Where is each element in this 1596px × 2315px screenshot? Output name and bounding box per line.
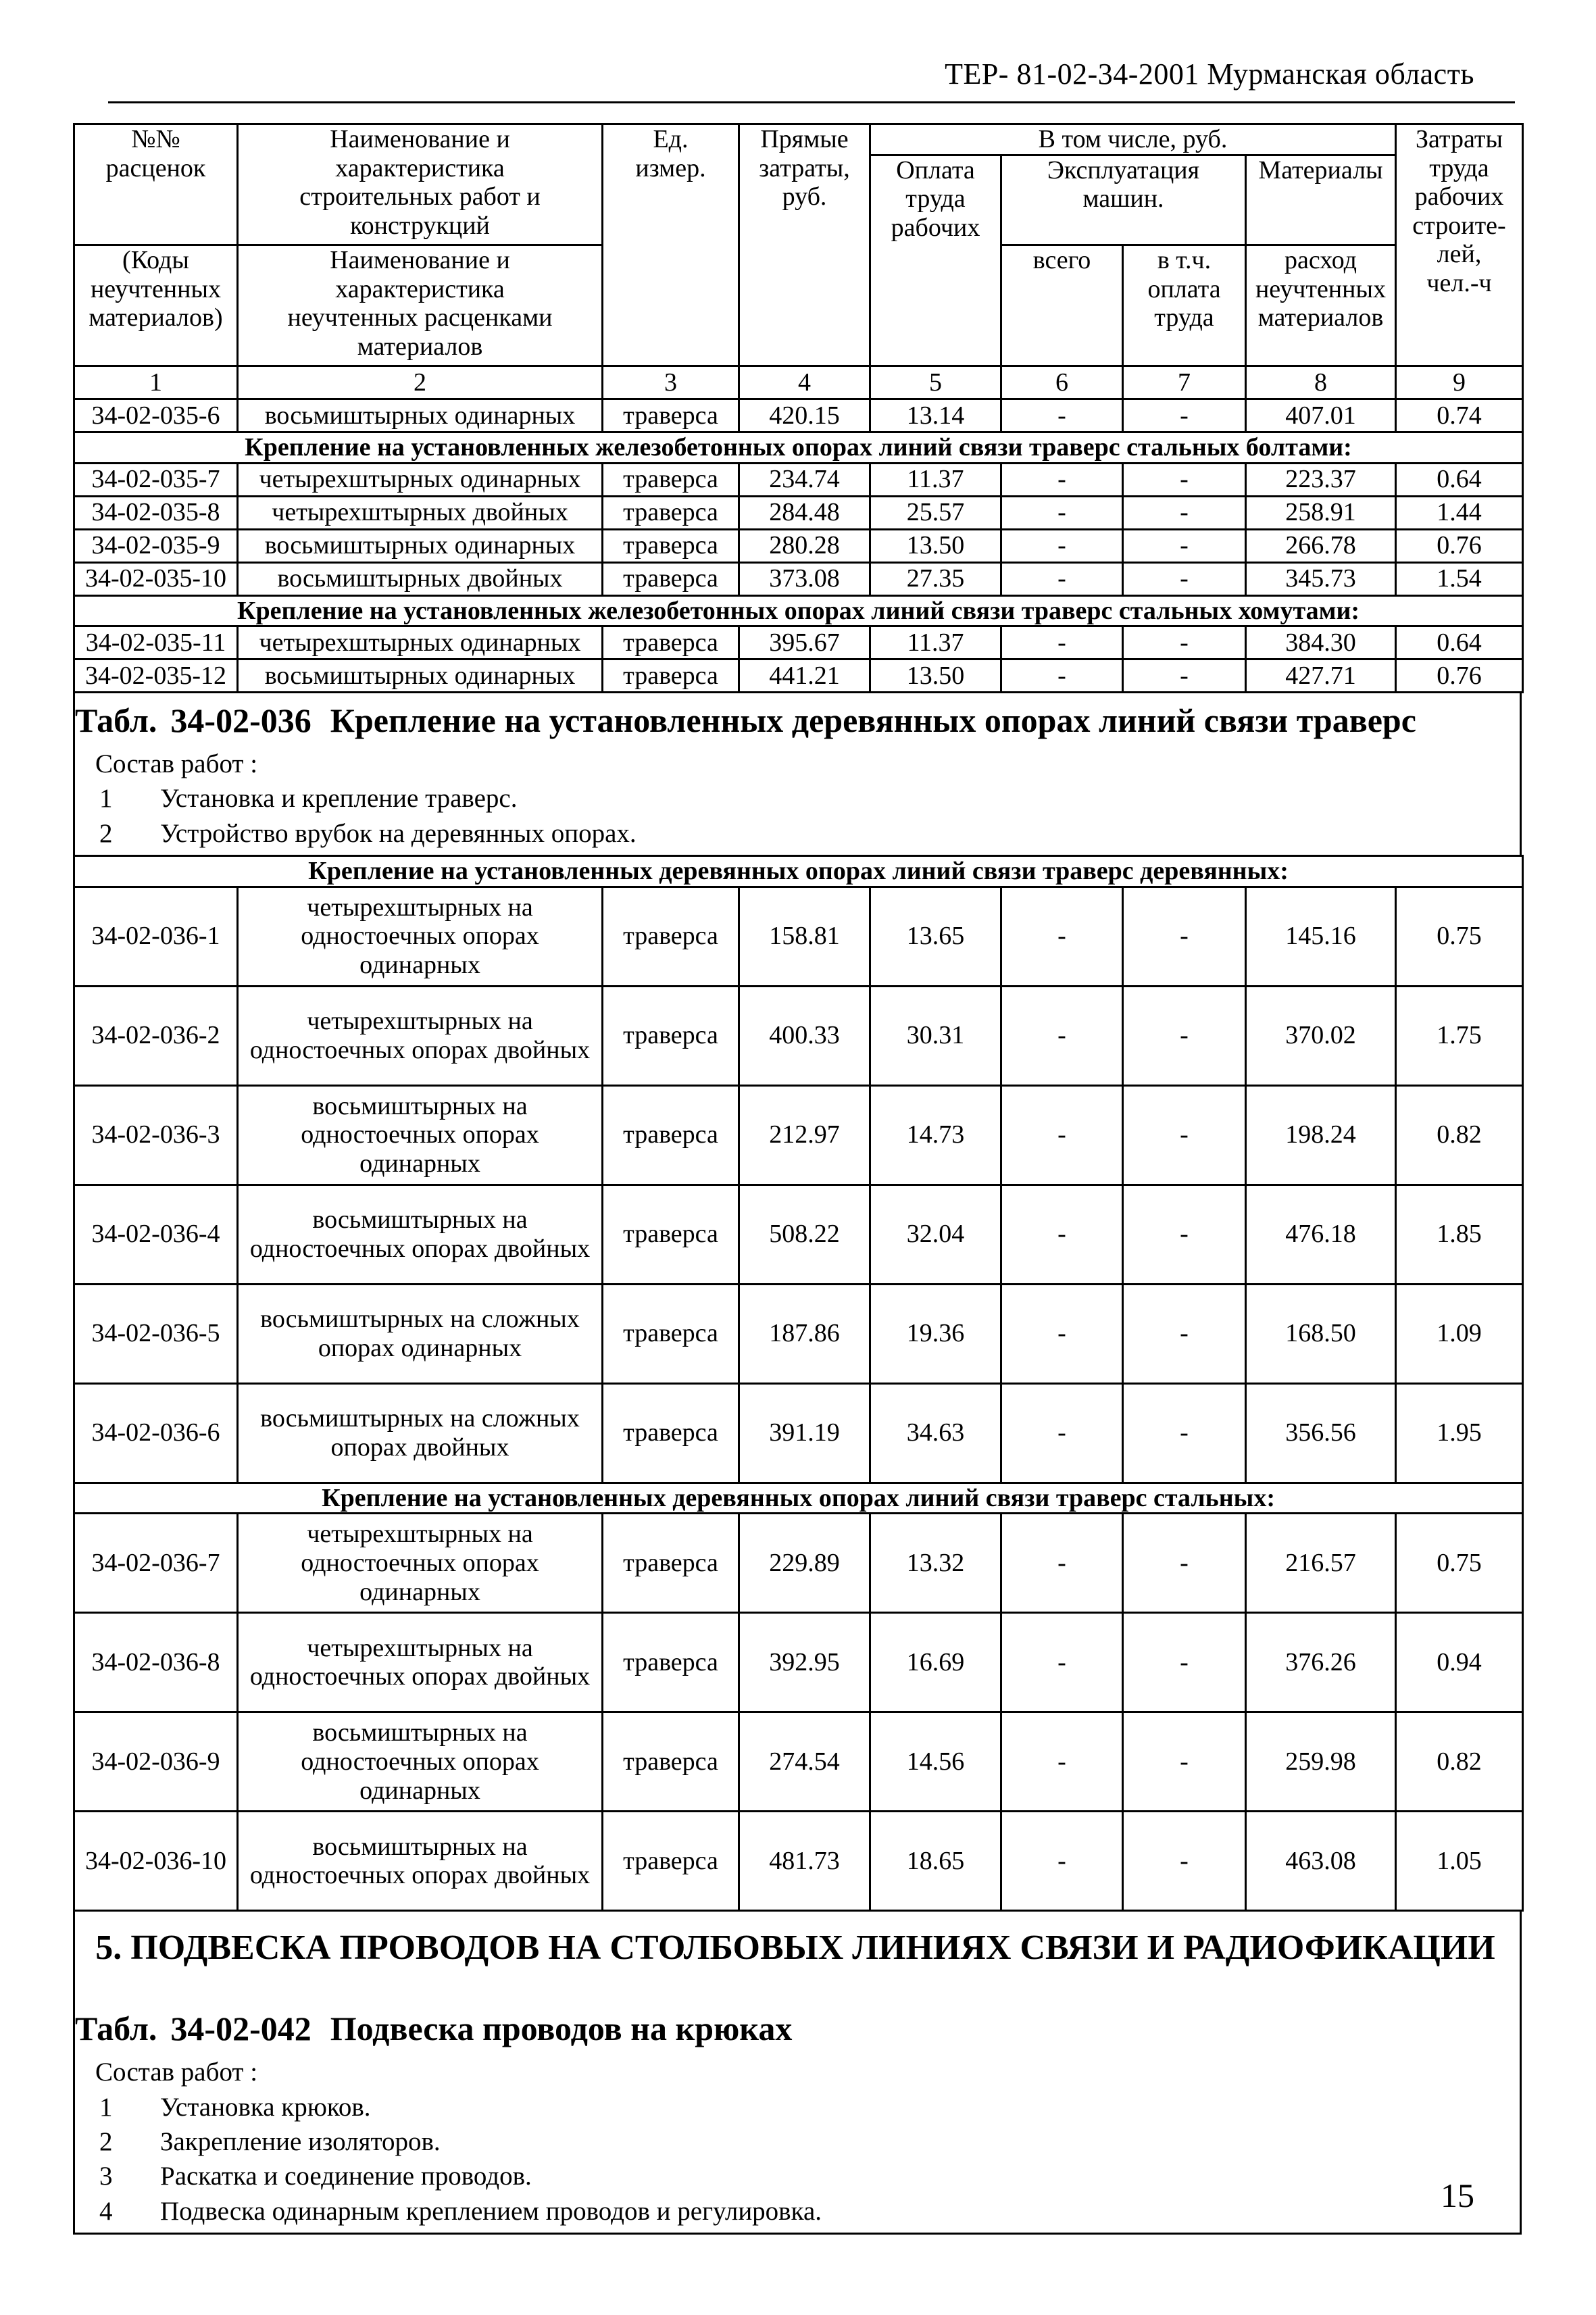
labor-hours: 0.74 (1396, 399, 1523, 432)
tabl-036-block (73, 693, 1522, 857)
direct-costs: 212.97 (739, 1085, 870, 1185)
unit: траверса (603, 1712, 739, 1812)
machine-costs: - (1001, 887, 1123, 986)
column-number: 5 (870, 366, 1001, 399)
rate-code: 34-02-036-5 (74, 1284, 238, 1383)
machine-costs: - (1001, 1812, 1123, 1911)
rate-code: 34-02-036-8 (74, 1613, 238, 1712)
machine-wage-costs: - (1123, 1514, 1246, 1613)
section-heading: Крепление на установленных деревянных опорах линий связи траверс деревянных: (74, 856, 1523, 887)
direct-costs: 392.95 (739, 1613, 870, 1712)
machine-costs: - (1001, 1712, 1123, 1812)
labor-hours: 0.75 (1396, 1514, 1523, 1613)
direct-costs: 400.33 (739, 986, 870, 1085)
machine-costs: - (1001, 529, 1123, 562)
col-labor-header: Затраты труда рабочих строите- лей, чел.-ч (1396, 124, 1523, 366)
machine-costs: - (1001, 1284, 1123, 1383)
section-heading-row (74, 595, 1523, 626)
col-materials-subheader: расход неучтенных материалов (1246, 245, 1396, 366)
labor-hours: 0.64 (1396, 626, 1523, 659)
section-heading-row (74, 856, 1523, 887)
section-heading: Крепление на установленных железобетонных опорах линий связи траверс стальных болтами: (74, 432, 1523, 464)
machine-costs: - (1001, 1613, 1123, 1712)
material-costs: 223.37 (1246, 463, 1396, 496)
col-unit-header: Ед. измер. (603, 124, 739, 366)
labor-hours: 1.95 (1396, 1383, 1523, 1483)
table-row (74, 496, 1523, 529)
wage-costs: 18.65 (870, 1812, 1001, 1911)
work-name: восьмиштырных на одностоечных опорах одинарных (238, 1085, 603, 1185)
table-row (74, 1383, 1523, 1483)
labor-hours: 0.82 (1396, 1085, 1523, 1185)
unit: траверса (603, 1613, 739, 1712)
labor-hours: 0.64 (1396, 463, 1523, 496)
wage-costs: 30.31 (870, 986, 1001, 1085)
tabl-036-title (75, 701, 1516, 741)
work-name: четырехштырных на одностоечных опорах двойных (238, 1613, 603, 1712)
direct-costs: 508.22 (739, 1185, 870, 1284)
direct-costs: 284.48 (739, 496, 870, 529)
table-row (74, 986, 1523, 1085)
machine-wage-costs: - (1123, 496, 1246, 529)
unit: траверса (603, 529, 739, 562)
work-item-text: Раскатка и соединение проводов. (160, 2162, 532, 2191)
tabl-number: 34-02-042 (170, 2010, 311, 2048)
page-content (73, 123, 1522, 2235)
rate-code: 34-02-035-11 (74, 626, 238, 659)
rate-code: 34-02-036-3 (74, 1085, 238, 1185)
machine-costs: - (1001, 562, 1123, 595)
table-row (74, 1185, 1523, 1284)
material-costs: 198.24 (1246, 1085, 1396, 1185)
section-heading: Крепление на установленных деревянных опорах линий связи траверс стальных: (74, 1483, 1523, 1514)
table-row (74, 562, 1523, 595)
unit: траверса (603, 399, 739, 432)
machine-wage-costs: - (1123, 1812, 1246, 1911)
unit: траверса (603, 1812, 739, 1911)
works-title: Состав работ : (95, 2057, 258, 2087)
tabl-name: Крепление на установленных деревянных опорах линий связи траверс (330, 701, 1416, 740)
work-name: восьмиштырных на сложных опорах одинарных (238, 1284, 603, 1383)
wage-costs: 13.32 (870, 1514, 1001, 1613)
work-name: четырехштырных на одностоечных опорах двойных (238, 986, 603, 1085)
direct-costs: 420.15 (739, 399, 870, 432)
rate-code: 34-02-035-12 (74, 659, 238, 693)
wage-costs: 19.36 (870, 1284, 1001, 1383)
rate-code: 34-02-035-10 (74, 562, 238, 595)
column-number: 9 (1396, 366, 1523, 399)
material-costs: 259.98 (1246, 1712, 1396, 1812)
wage-costs: 13.50 (870, 659, 1001, 693)
col-materials-header: Материалы (1246, 155, 1396, 245)
column-number: 3 (603, 366, 739, 399)
work-name: четырехштырных двойных (238, 496, 603, 529)
wage-costs: 14.73 (870, 1085, 1001, 1185)
machine-wage-costs: - (1123, 1085, 1246, 1185)
wage-costs: 16.69 (870, 1613, 1001, 1712)
unit: траверса (603, 562, 739, 595)
rate-code: 34-02-035-6 (74, 399, 238, 432)
material-costs: 258.91 (1246, 496, 1396, 529)
material-costs: 216.57 (1246, 1514, 1396, 1613)
work-item-number: 1 (99, 784, 113, 814)
work-item-text: Установка и крепление траверс. (160, 784, 518, 814)
unit: траверса (603, 463, 739, 496)
table-row (74, 1712, 1523, 1812)
machine-costs: - (1001, 1085, 1123, 1185)
wage-costs: 13.50 (870, 529, 1001, 562)
table-row (74, 887, 1523, 986)
machine-costs: - (1001, 659, 1123, 693)
unit: траверса (603, 1185, 739, 1284)
column-number: 6 (1001, 366, 1123, 399)
column-number: 2 (238, 366, 603, 399)
unit: траверса (603, 659, 739, 693)
work-item-number: 2 (99, 2126, 113, 2156)
unit: траверса (603, 986, 739, 1085)
section-heading: Крепление на установленных железобетонных опорах линий связи траверс стальных хомутами: (74, 595, 1523, 626)
work-name: восьмиштырных на одностоечных опорах двойных (238, 1812, 603, 1911)
machine-costs: - (1001, 1185, 1123, 1284)
page-number: 15 (1441, 2176, 1474, 2214)
unit: траверса (603, 1514, 739, 1613)
direct-costs: 395.67 (739, 626, 870, 659)
material-costs: 463.08 (1246, 1812, 1396, 1911)
machine-wage-costs: - (1123, 463, 1246, 496)
table-row (74, 399, 1523, 432)
table-row (74, 1085, 1523, 1185)
machine-wage-costs: - (1123, 1383, 1246, 1483)
work-name: четырехштырных на одностоечных опорах одинарных (238, 1514, 603, 1613)
wage-costs: 11.37 (870, 463, 1001, 496)
work-item (99, 781, 1516, 816)
section-heading-row (74, 432, 1523, 464)
rates-table-036 (73, 855, 1524, 1912)
direct-costs: 274.54 (739, 1712, 870, 1812)
machine-costs: - (1001, 496, 1123, 529)
direct-costs: 391.19 (739, 1383, 870, 1483)
unit: траверса (603, 496, 739, 529)
work-item (99, 2194, 1516, 2229)
machine-costs: - (1001, 1514, 1123, 1613)
direct-costs: 481.73 (739, 1812, 870, 1911)
material-costs: 370.02 (1246, 986, 1396, 1085)
table-row (74, 1284, 1523, 1383)
work-item-text: Устройство врубок на деревянных опорах. (160, 818, 637, 848)
machine-wage-costs: - (1123, 562, 1246, 595)
work-item-number: 2 (99, 818, 113, 848)
column-number: 1 (74, 366, 238, 399)
direct-costs: 234.74 (739, 463, 870, 496)
table-row (74, 659, 1523, 693)
column-number: 7 (1123, 366, 1246, 399)
unit: траверса (603, 626, 739, 659)
rate-code: 34-02-035-9 (74, 529, 238, 562)
table-row (74, 626, 1523, 659)
unit: траверса (603, 1085, 739, 1185)
material-costs: 427.71 (1246, 659, 1396, 693)
work-name: четырехштырных одинарных (238, 463, 603, 496)
table-row (74, 1812, 1523, 1911)
col-machines-header: Эксплуатация машин. (1001, 155, 1246, 245)
work-item (99, 816, 1516, 851)
machine-costs: - (1001, 626, 1123, 659)
material-costs: 145.16 (1246, 887, 1396, 986)
table-row (74, 1514, 1523, 1613)
col-mach-total-header: всего (1001, 245, 1123, 366)
wage-costs: 34.63 (870, 1383, 1001, 1483)
rate-code: 34-02-036-7 (74, 1514, 238, 1613)
material-costs: 384.30 (1246, 626, 1396, 659)
work-item-text: Подвеска одинарным креплением проводов и регулировка. (160, 2196, 822, 2226)
machine-costs: - (1001, 1383, 1123, 1483)
tabl-number: 34-02-036 (170, 701, 311, 740)
wage-costs: 32.04 (870, 1185, 1001, 1284)
work-name: четырехштырных на одностоечных опорах одинарных (238, 887, 603, 986)
material-costs: 376.26 (1246, 1613, 1396, 1712)
labor-hours: 1.75 (1396, 986, 1523, 1085)
labor-hours: 1.05 (1396, 1812, 1523, 1911)
work-item-number: 1 (99, 2092, 113, 2122)
unit: траверса (603, 1383, 739, 1483)
machine-costs: - (1001, 399, 1123, 432)
wage-costs: 27.35 (870, 562, 1001, 595)
header-row-top (74, 124, 1523, 155)
col-code-subheader: (Коды неучтенных материалов) (74, 245, 238, 366)
work-item (99, 2159, 1516, 2193)
machine-wage-costs: - (1123, 529, 1246, 562)
col-name-header: Наименование и характеристика строительных работ и конструкций (238, 124, 603, 245)
machine-wage-costs: - (1123, 1712, 1246, 1812)
column-number: 4 (739, 366, 870, 399)
machine-costs: - (1001, 986, 1123, 1085)
table-row (74, 1613, 1523, 1712)
wage-costs: 13.14 (870, 399, 1001, 432)
machine-wage-costs: - (1123, 1284, 1246, 1383)
labor-hours: 1.54 (1396, 562, 1523, 595)
machine-wage-costs: - (1123, 626, 1246, 659)
wage-costs: 14.56 (870, 1712, 1001, 1812)
material-costs: 168.50 (1246, 1284, 1396, 1383)
material-costs: 266.78 (1246, 529, 1396, 562)
machine-costs: - (1001, 463, 1123, 496)
tabl-name: Подвеска проводов на крюках (330, 2010, 793, 2048)
rate-code: 34-02-036-6 (74, 1383, 238, 1483)
material-costs: 407.01 (1246, 399, 1396, 432)
direct-costs: 280.28 (739, 529, 870, 562)
labor-hours: 0.76 (1396, 659, 1523, 693)
work-item-number: 4 (99, 2196, 113, 2226)
machine-wage-costs: - (1123, 986, 1246, 1085)
wage-costs: 25.57 (870, 496, 1001, 529)
unit: траверса (603, 1284, 739, 1383)
work-item (99, 2090, 1516, 2124)
labor-hours: 1.44 (1396, 496, 1523, 529)
table-row (74, 529, 1523, 562)
chapter-block (73, 1912, 1522, 2235)
unit: траверса (603, 887, 739, 986)
col-mach-wage-header: в т.ч. оплата труда (1123, 245, 1246, 366)
running-header: ТЕР- 81-02-34-2001 Мурманская область (945, 57, 1474, 91)
table-row (74, 463, 1523, 496)
work-name: восьмиштырных одинарных (238, 659, 603, 693)
col-name-subheader: Наименование и характеристика неучтенных расценками материалов (238, 245, 603, 366)
header-rule (108, 101, 1515, 103)
rate-code: 34-02-036-2 (74, 986, 238, 1085)
material-costs: 356.56 (1246, 1383, 1396, 1483)
column-numbers-row (74, 366, 1523, 399)
direct-costs: 373.08 (739, 562, 870, 595)
work-item-number: 3 (99, 2162, 113, 2191)
work-name: восьмиштырных на одностоечных опорах одинарных (238, 1712, 603, 1812)
material-costs: 345.73 (1246, 562, 1396, 595)
work-name: восьмиштырных на сложных опорах двойных (238, 1383, 603, 1483)
machine-wage-costs: - (1123, 1185, 1246, 1284)
labor-hours: 0.82 (1396, 1712, 1523, 1812)
wage-costs: 13.65 (870, 887, 1001, 986)
wage-costs: 11.37 (870, 626, 1001, 659)
machine-wage-costs: - (1123, 1613, 1246, 1712)
work-name: восьмиштырных одинарных (238, 399, 603, 432)
work-item-text: Закрепление изоляторов. (160, 2126, 441, 2156)
machine-wage-costs: - (1123, 399, 1246, 432)
labor-hours: 0.94 (1396, 1613, 1523, 1712)
column-number: 8 (1246, 366, 1396, 399)
chapter-heading: 5. ПОДВЕСКА ПРОВОДОВ НА СТОЛБОВЫХ ЛИНИЯХ СВЯЗИ И РАДИОФИКАЦИИ (95, 1928, 1495, 1968)
col-direct-header: Прямые затраты, руб. (739, 124, 870, 366)
work-item (99, 2124, 1516, 2159)
tabl-label: Табл. (75, 701, 157, 740)
material-costs: 476.18 (1246, 1185, 1396, 1284)
work-name: восьмиштырных на одностоечных опорах двойных (238, 1185, 603, 1284)
direct-costs: 187.86 (739, 1284, 870, 1383)
work-name: четырехштырных одинарных (238, 626, 603, 659)
direct-costs: 441.21 (739, 659, 870, 693)
machine-wage-costs: - (1123, 887, 1246, 986)
works-title: Состав работ : (95, 749, 258, 778)
rate-code: 34-02-036-1 (74, 887, 238, 986)
rates-table (73, 123, 1524, 693)
col-group-header: В том числе, руб. (870, 124, 1396, 155)
labor-hours: 1.85 (1396, 1185, 1523, 1284)
work-name: восьмиштырных двойных (238, 562, 603, 595)
rate-code: 34-02-035-7 (74, 463, 238, 496)
work-name: восьмиштырных одинарных (238, 529, 603, 562)
tabl-label: Табл. (75, 2010, 157, 2048)
rate-code: 34-02-036-9 (74, 1712, 238, 1812)
machine-wage-costs: - (1123, 659, 1246, 693)
direct-costs: 158.81 (739, 887, 870, 986)
rate-code: 34-02-035-8 (74, 496, 238, 529)
rate-code: 34-02-036-4 (74, 1185, 238, 1284)
tabl-042-title (75, 2010, 1516, 2049)
col-wage-header: Оплата труда рабочих (870, 155, 1001, 366)
labor-hours: 1.09 (1396, 1284, 1523, 1383)
direct-costs: 229.89 (739, 1514, 870, 1613)
col-code-header: №№ расценок (74, 124, 238, 245)
labor-hours: 0.76 (1396, 529, 1523, 562)
work-item-text: Установка крюков. (160, 2092, 371, 2122)
section-heading-row (74, 1483, 1523, 1514)
labor-hours: 0.75 (1396, 887, 1523, 986)
rate-code: 34-02-036-10 (74, 1812, 238, 1911)
